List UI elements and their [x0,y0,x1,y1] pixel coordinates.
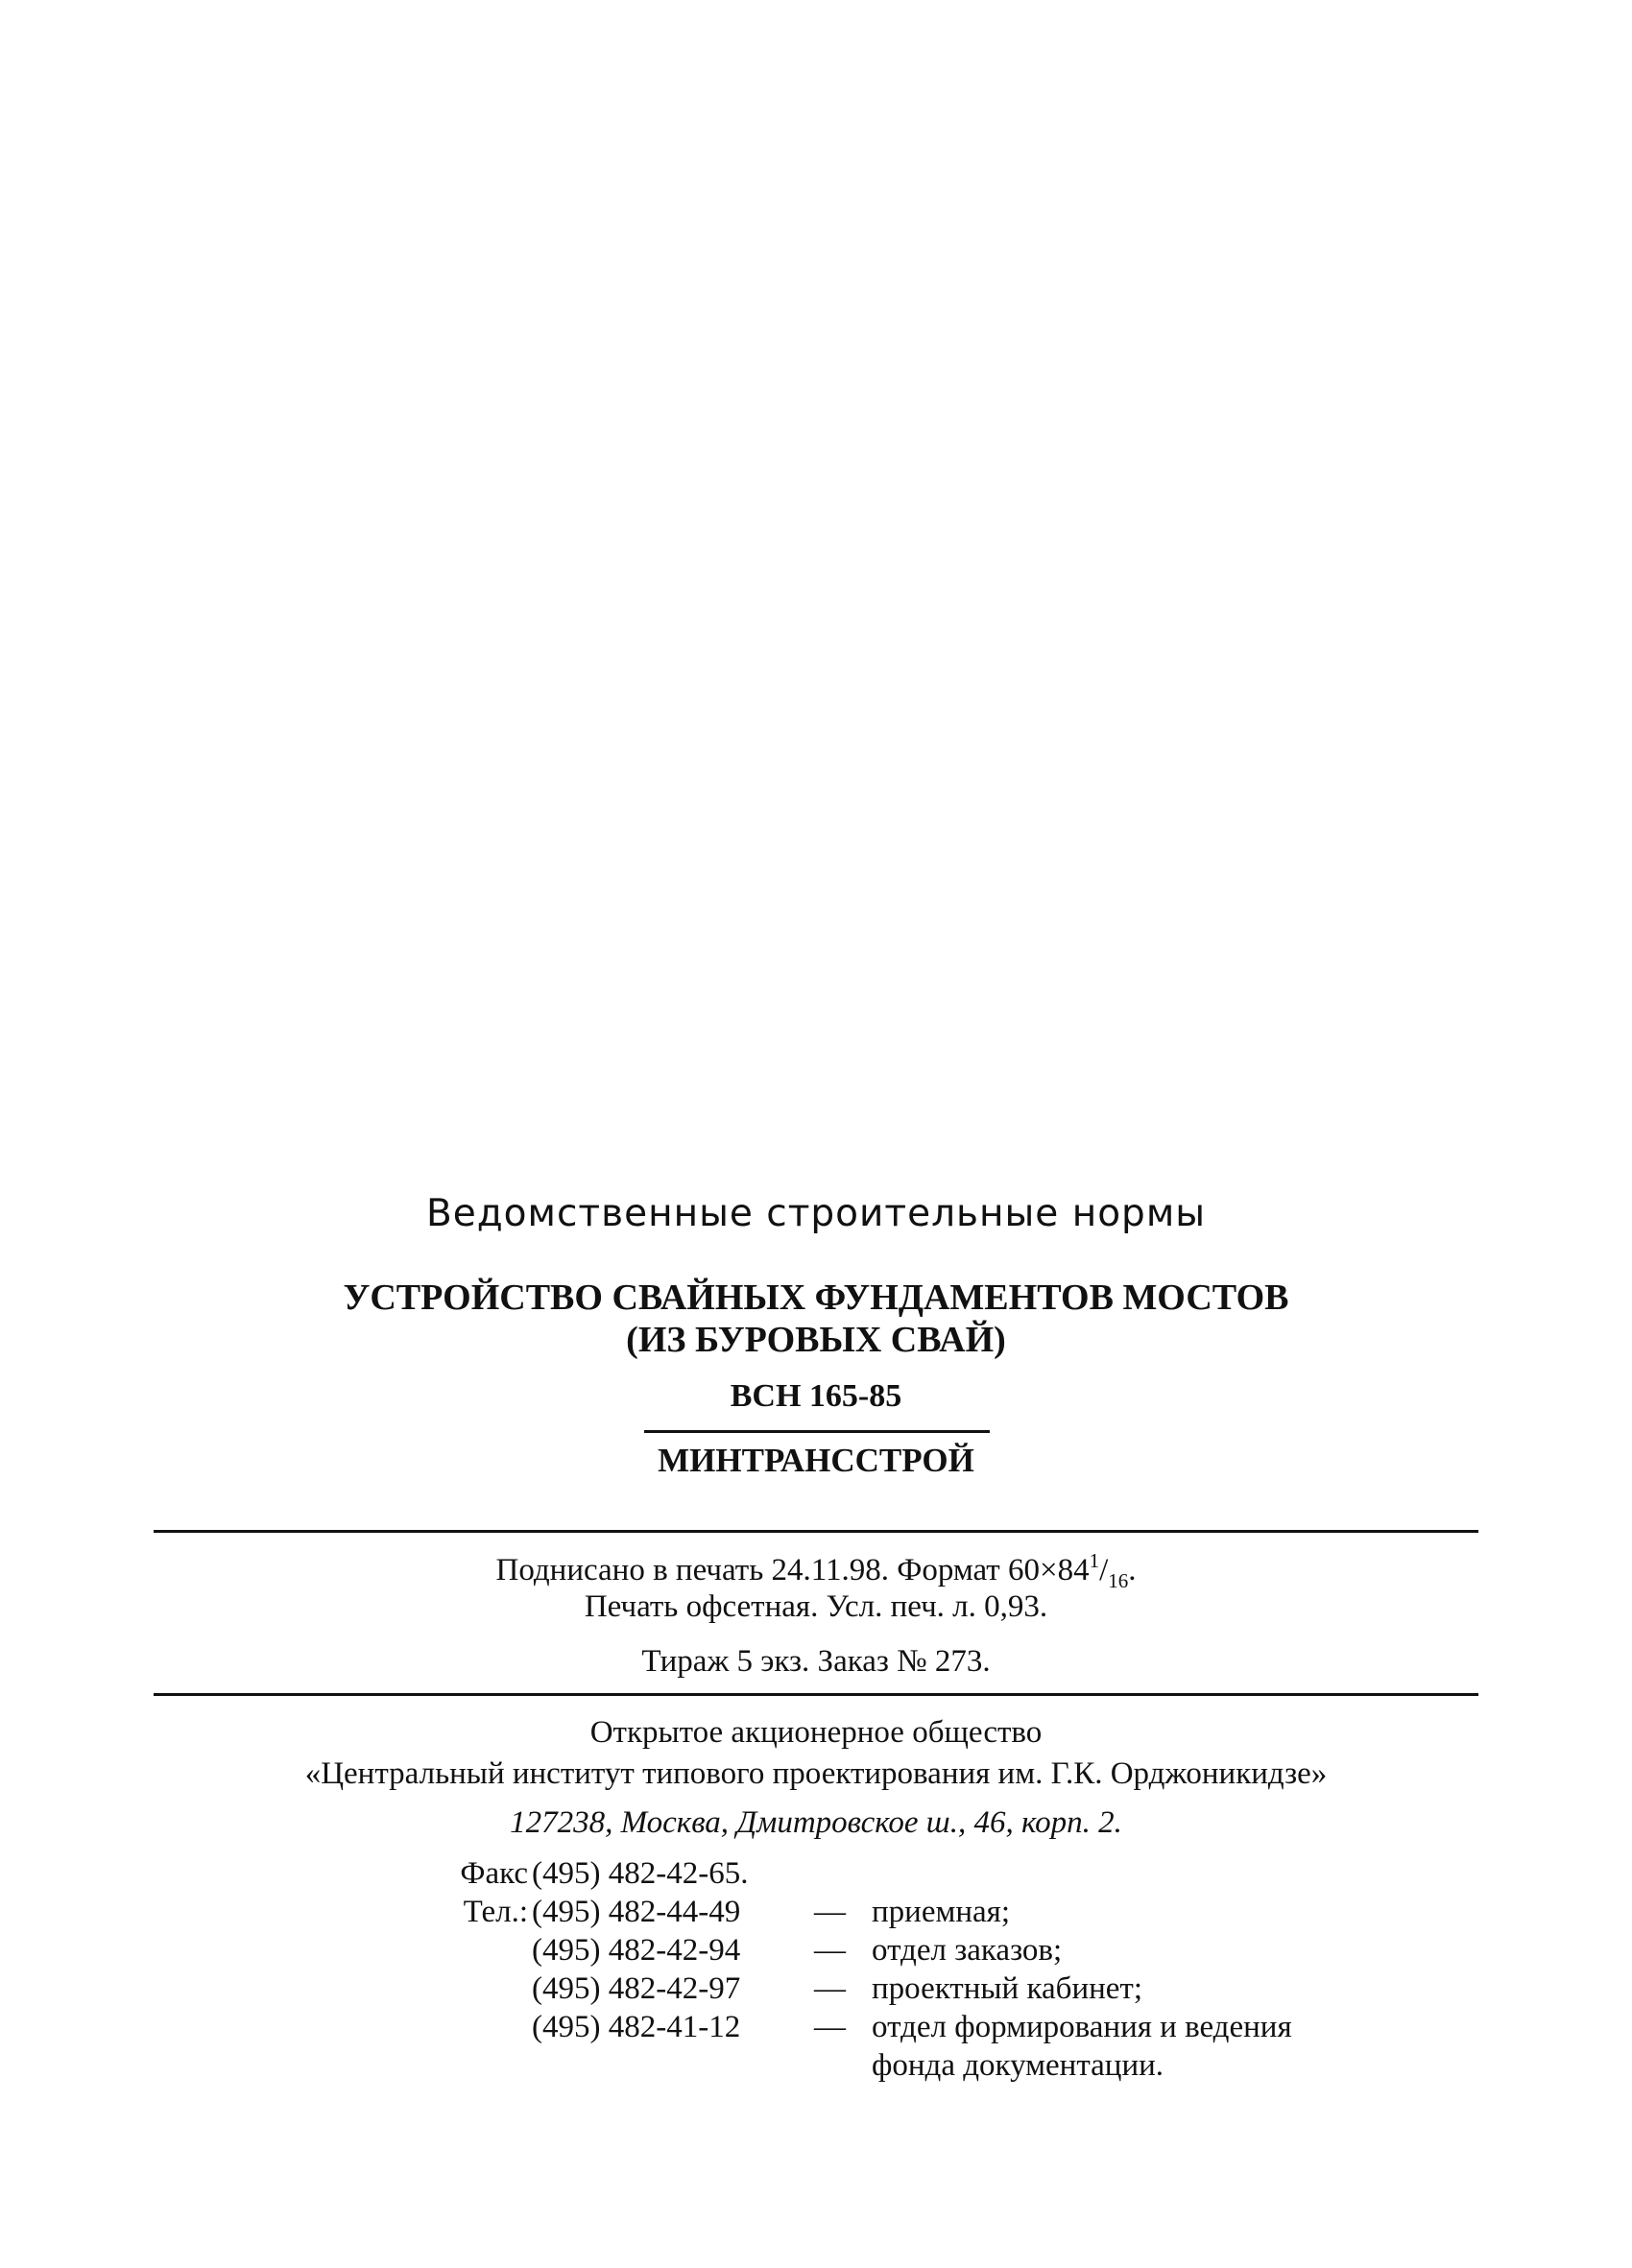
format-end: . [1128,1553,1137,1588]
divider-bottom [154,1693,1478,1696]
contact-description: проектный кабинет; [872,1971,1142,2006]
format-slash: / [1099,1553,1109,1588]
contact-phone: (495) 482-42-97 [532,1971,741,2006]
document-code: ВСН 165-85 [730,1378,902,1414]
contact-phone: (495) 482-44-49 [532,1895,741,1929]
publisher-line-2: «Центральный институт типового проектирования им. Г.К. Орджоникидзе» [304,1756,1328,1791]
imprint-line-1 [0,1549,1632,1593]
contact-description: отдел заказов; [872,1933,1063,1968]
contact-dash: — [814,1933,846,1968]
fax-phone: (495) 482-42-65. [532,1856,749,1891]
contact-description: приемная; [872,1895,1011,1929]
title-line-1: УСТРОЙСТВО СВАЙНЫХ ФУНДАМЕНТОВ МОСТОВ [343,1277,1289,1318]
title-line-2: (ИЗ БУРОВЫХ СВАЙ) [626,1320,1006,1360]
format-superscript: 1 [1089,1549,1100,1572]
divider-top [154,1530,1478,1533]
contact-dash: — [814,1895,846,1929]
imprint-line-3: Тираж 5 экз. Заказ № 273. [641,1644,991,1679]
imprint-line-2: Печать офсетная. Усл. печ. л. 0,93. [584,1589,1048,1624]
tel-label: Тел.: [463,1895,528,1929]
publisher-address: 127238, Москва, Дмитровское ш., 46, корп. 2. [510,1805,1122,1840]
publisher-line-1: Открытое акционерное общество [589,1715,1043,1750]
document-subtitle: Ведомственные строительные нормы [425,1192,1207,1235]
contact-dash: — [814,1971,846,2006]
imprint-signed: Поднисано в печать 24.11.98. Формат 60×84 [495,1553,1090,1588]
contact-phone: (495) 482-41-12 [532,2010,741,2044]
fax-label: Факс [460,1856,528,1891]
contact-dash: — [814,2010,846,2044]
ministry-name: МИНТРАНССТРОЙ [658,1442,974,1479]
contact-description-continuation: фонда документации. [872,2048,1164,2083]
contact-phone: (495) 482-42-94 [532,1933,741,1968]
document-title [0,1277,1632,1361]
contact-description: отдел формирования и ведения [872,2010,1292,2044]
format-subscript: 16 [1108,1569,1129,1592]
code-underline [644,1430,990,1433]
